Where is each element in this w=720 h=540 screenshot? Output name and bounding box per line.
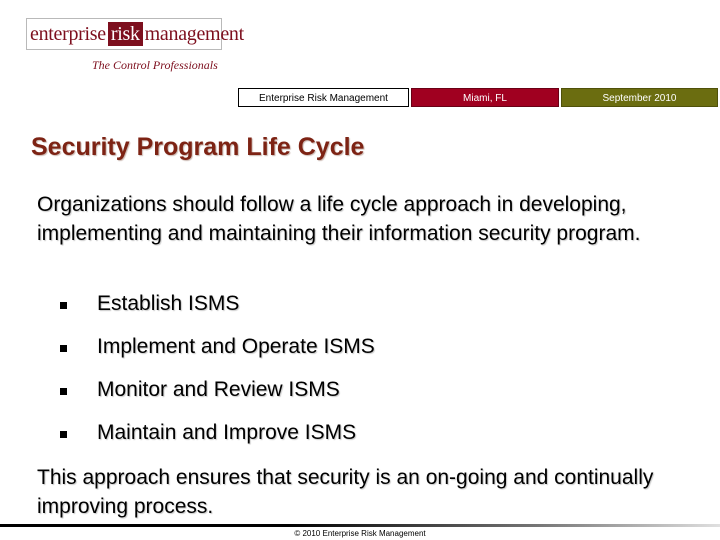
header-location-bar: Miami, FL	[411, 88, 559, 107]
bullet-item	[60, 332, 375, 361]
bullet-item	[60, 418, 375, 447]
header-date-bar: September 2010	[561, 88, 718, 107]
logo-word-management: management	[144, 22, 244, 45]
bullet-list	[60, 289, 375, 461]
bullet-text: Maintain and Improve ISMS	[97, 420, 357, 444]
bullet-item	[60, 289, 375, 318]
bullet-text: Implement and Operate ISMS	[97, 334, 375, 358]
outro-paragraph: This approach ensures that security is an on-going and continually improving process.	[37, 466, 654, 518]
logo-wordmark-box	[26, 18, 244, 50]
logo-word-risk: risk	[108, 22, 143, 46]
footer-copyright: © 2010 Enterprise Risk Management	[294, 529, 426, 538]
bullet-item	[60, 375, 375, 404]
header-org-bar: Enterprise Risk Management	[238, 88, 409, 107]
square-bullet-icon	[60, 302, 67, 309]
company-logo	[26, 18, 244, 76]
bullet-text: Establish ISMS	[97, 291, 240, 315]
footer-divider	[0, 524, 720, 527]
bullet-text: Monitor and Review ISMS	[97, 377, 340, 401]
square-bullet-icon	[60, 345, 67, 352]
intro-paragraph: Organizations should follow a life cycle approach in developing, implementing and maintaining their information security program.	[37, 193, 641, 245]
square-bullet-icon	[60, 431, 67, 438]
logo-word-enterprise: enterprise	[30, 22, 106, 45]
logo-wordmark	[30, 22, 244, 46]
slide-title: Security Program Life Cycle	[31, 133, 365, 161]
logo-tagline: The Control Professionals	[92, 58, 218, 72]
square-bullet-icon	[60, 388, 67, 395]
